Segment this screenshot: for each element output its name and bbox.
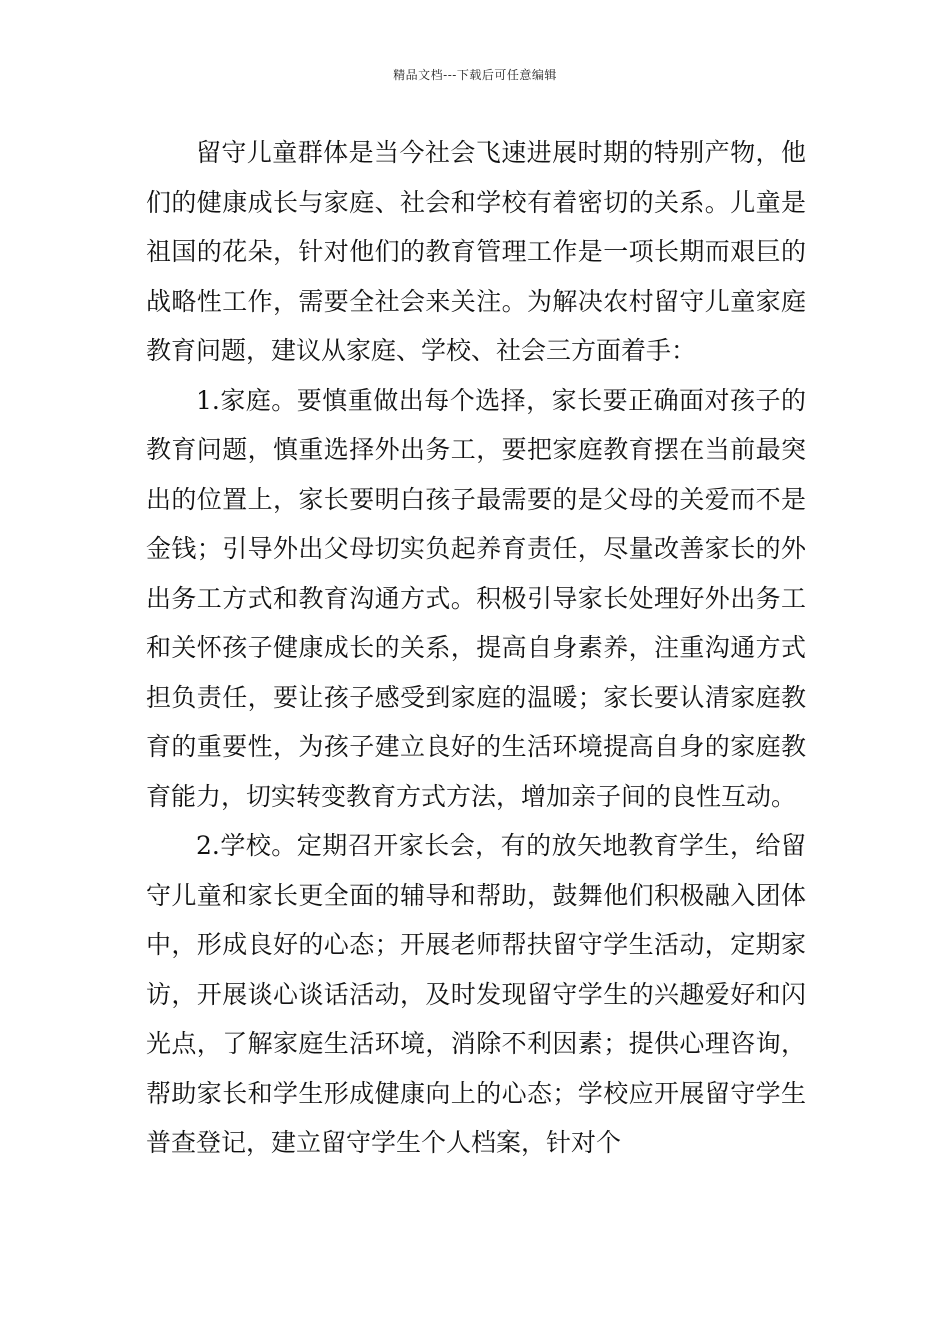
- paragraph-intro: 留守儿童群体是当今社会飞速进展时期的特别产物，他们的健康成长与家庭、社会和学校有着密切的关系。儿童是祖国的花朵，针对他们的教育管理工作是一项长期而艰巨的战略性工作，需要全社会来关注。为解决农村留守儿童家庭教育问题，建议从家庭、学校、社会三方面着手：: [146, 138, 806, 365]
- page-header: 精品文档---下载后可任意编辑: [393, 68, 557, 82]
- paragraph-school: 2.学校。定期召开家长会，有的放矢地教育学生，给留守儿童和家长更全面的辅导和帮助，鼓舞他们积极融入团体中，形成良好的心态；开展老师帮扶留守学生活动，定期家访，开展谈心谈话活动，及时发现留守学生的兴趣爱好和闪光点，了解家庭生活环境，消除不利因素；提供心理咨询，帮助家长和学生形成健康向上的心态；学校应开展留守学生普查登记，建立留守学生个人档案，针对个: [146, 831, 806, 1157]
- document-body: [146, 128, 806, 1168]
- paragraph-family: 1.家庭。要慎重做出每个选择，家长要正确面对孩子的教育问题，慎重选择外出务工，要把家庭教育摆在当前最突出的位置上，家长要明白孩子最需要的是父母的关爱而不是金钱；引导外出父母切实负起养育责任，尽量改善家长的外出务工方式和教育沟通方式。积极引导家长处理好外出务工和关怀孩子健康成长的关系，提高自身素养，注重沟通方式担负责任，要让孩子感受到家庭的温暖；家长要认清家庭教育的重要性，为孩子建立良好的生活环境提高自身的家庭教育能力，切实转变教育方式方法，增加亲子间的良性互动。: [146, 385, 806, 811]
